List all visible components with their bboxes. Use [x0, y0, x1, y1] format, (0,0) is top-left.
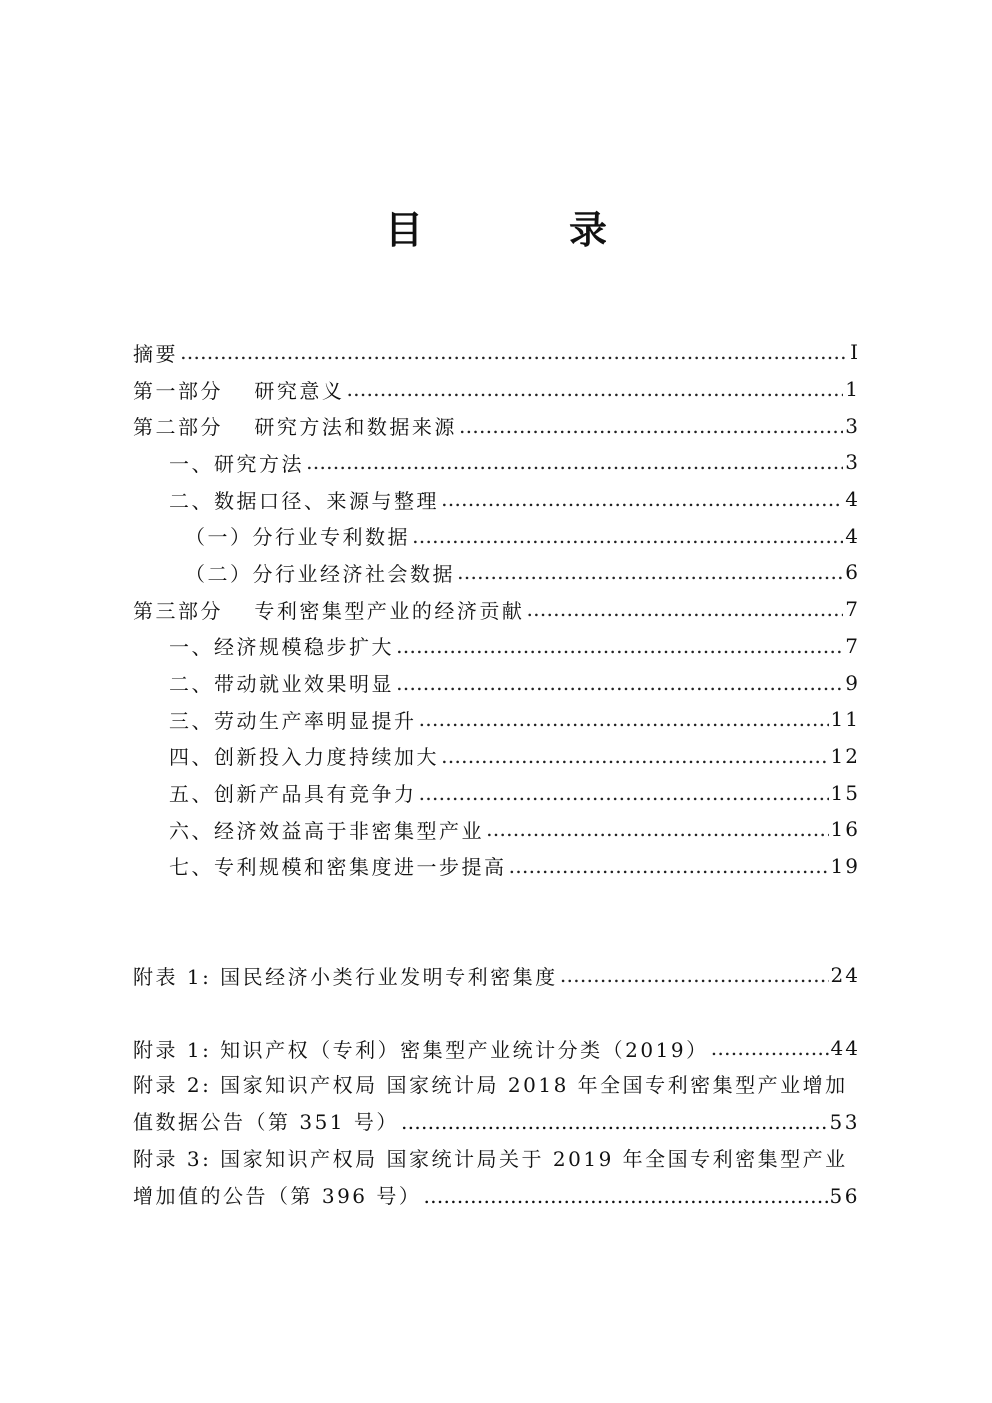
toc-page: 3 [845, 450, 860, 475]
dot-leader [396, 672, 843, 694]
toc-entry[interactable] [133, 334, 860, 371]
dot-leader [306, 451, 843, 473]
dot-leader [412, 525, 843, 547]
dot-leader [560, 964, 829, 986]
toc-entry[interactable] [133, 407, 860, 444]
toc-label: 三、劳动生产率明显提升 [169, 708, 417, 733]
toc-page: 4 [845, 523, 860, 548]
toc-page: 6 [845, 560, 860, 585]
toc-entry[interactable] [133, 591, 860, 628]
toc-page: 16 [830, 817, 860, 842]
toc-entry[interactable] [133, 1030, 860, 1067]
toc-label: 第二部分 研究方法和数据来源 [133, 415, 457, 440]
toc-entry[interactable] [133, 371, 860, 408]
toc-page: 12 [830, 743, 860, 768]
toc-page: 4 [845, 487, 860, 512]
toc-label: 附表 1: 国民经济小类行业发明专利密集度 [133, 964, 558, 989]
toc-entry[interactable] [133, 811, 860, 848]
toc-label-continued: 增加值的公告（第 396 号） [133, 1183, 422, 1208]
dot-leader [526, 598, 843, 620]
toc-label: 六、经济效益高于非密集型产业 [169, 818, 484, 843]
toc-label-continued: 值数据公告（第 351 号） [133, 1109, 399, 1134]
toc-label: 摘要 [133, 341, 178, 366]
toc-page: I [850, 340, 860, 365]
toc-label: 第三部分 专利密集型产业的经济贡献 [133, 598, 525, 623]
toc-entry[interactable] [133, 1067, 860, 1141]
appendix-table-section [133, 957, 860, 994]
dot-leader [441, 745, 829, 767]
dot-leader [419, 782, 829, 804]
toc-label: 七、专利规模和密集度进一步提高 [169, 855, 507, 880]
dot-leader [419, 708, 829, 730]
toc-page: 15 [830, 780, 860, 805]
toc-page: 19 [830, 853, 860, 878]
toc-page: 7 [845, 633, 860, 658]
dot-leader [423, 1185, 827, 1207]
toc-page: 7 [845, 597, 860, 622]
dot-leader [396, 635, 843, 657]
toc-page: 1 [845, 377, 860, 402]
toc-label: 二、带动就业效果明显 [169, 672, 394, 697]
dot-leader [459, 415, 843, 437]
toc-label: 二、数据口径、来源与整理 [169, 488, 439, 513]
toc-entry[interactable] [133, 774, 860, 811]
toc-label: 第一部分 研究意义 [133, 378, 345, 403]
page-title: 目 录 [384, 208, 661, 252]
toc-entry[interactable] [133, 738, 860, 775]
toc-label: （一）分行业专利数据 [185, 525, 410, 550]
toc-label: 五、创新产品具有竞争力 [169, 782, 417, 807]
toc-page: 44 [830, 1036, 860, 1061]
dot-leader [441, 488, 843, 510]
toc-entry[interactable] [133, 957, 860, 994]
dot-leader [346, 378, 843, 400]
toc-page: 24 [830, 963, 860, 988]
dot-leader [711, 1037, 829, 1059]
toc-label: 附录 3: 国家知识产权局 国家统计局关于 2019 年全国专利密集型产业 [133, 1146, 848, 1171]
toc-page: 56 [829, 1183, 860, 1208]
toc-label: 附录 2: 国家知识产权局 国家统计局 2018 年全国专利密集型产业增加 [133, 1072, 848, 1097]
toc-label: （二）分行业经济社会数据 [185, 561, 455, 586]
toc-page: 9 [845, 670, 860, 695]
appendices-section [133, 1030, 860, 1215]
toc-page: 3 [845, 413, 860, 438]
toc-entry[interactable] [133, 554, 860, 591]
dot-leader [457, 561, 843, 583]
toc-label: 四、创新投入力度持续加大 [169, 745, 439, 770]
toc-label: 附录 1: 知识产权（专利）密集型产业统计分类（2019） [133, 1037, 709, 1062]
toc-page: 11 [830, 707, 860, 732]
toc-entry[interactable] [133, 444, 860, 481]
toc-entry[interactable] [133, 1141, 860, 1215]
toc-entry[interactable] [133, 701, 860, 738]
toc-entry[interactable] [133, 628, 860, 665]
toc-label: 一、经济规模稳步扩大 [169, 635, 394, 660]
toc-label: 一、研究方法 [169, 451, 304, 476]
dot-leader [401, 1111, 828, 1133]
dot-leader [180, 341, 848, 363]
toc-entry[interactable] [133, 481, 860, 518]
dot-leader [509, 855, 829, 877]
toc-entry[interactable] [133, 517, 860, 554]
table-of-contents [133, 334, 860, 884]
toc-entry[interactable] [133, 848, 860, 885]
toc-entry[interactable] [133, 664, 860, 701]
toc-page: 53 [829, 1109, 860, 1134]
dot-leader [486, 818, 829, 840]
